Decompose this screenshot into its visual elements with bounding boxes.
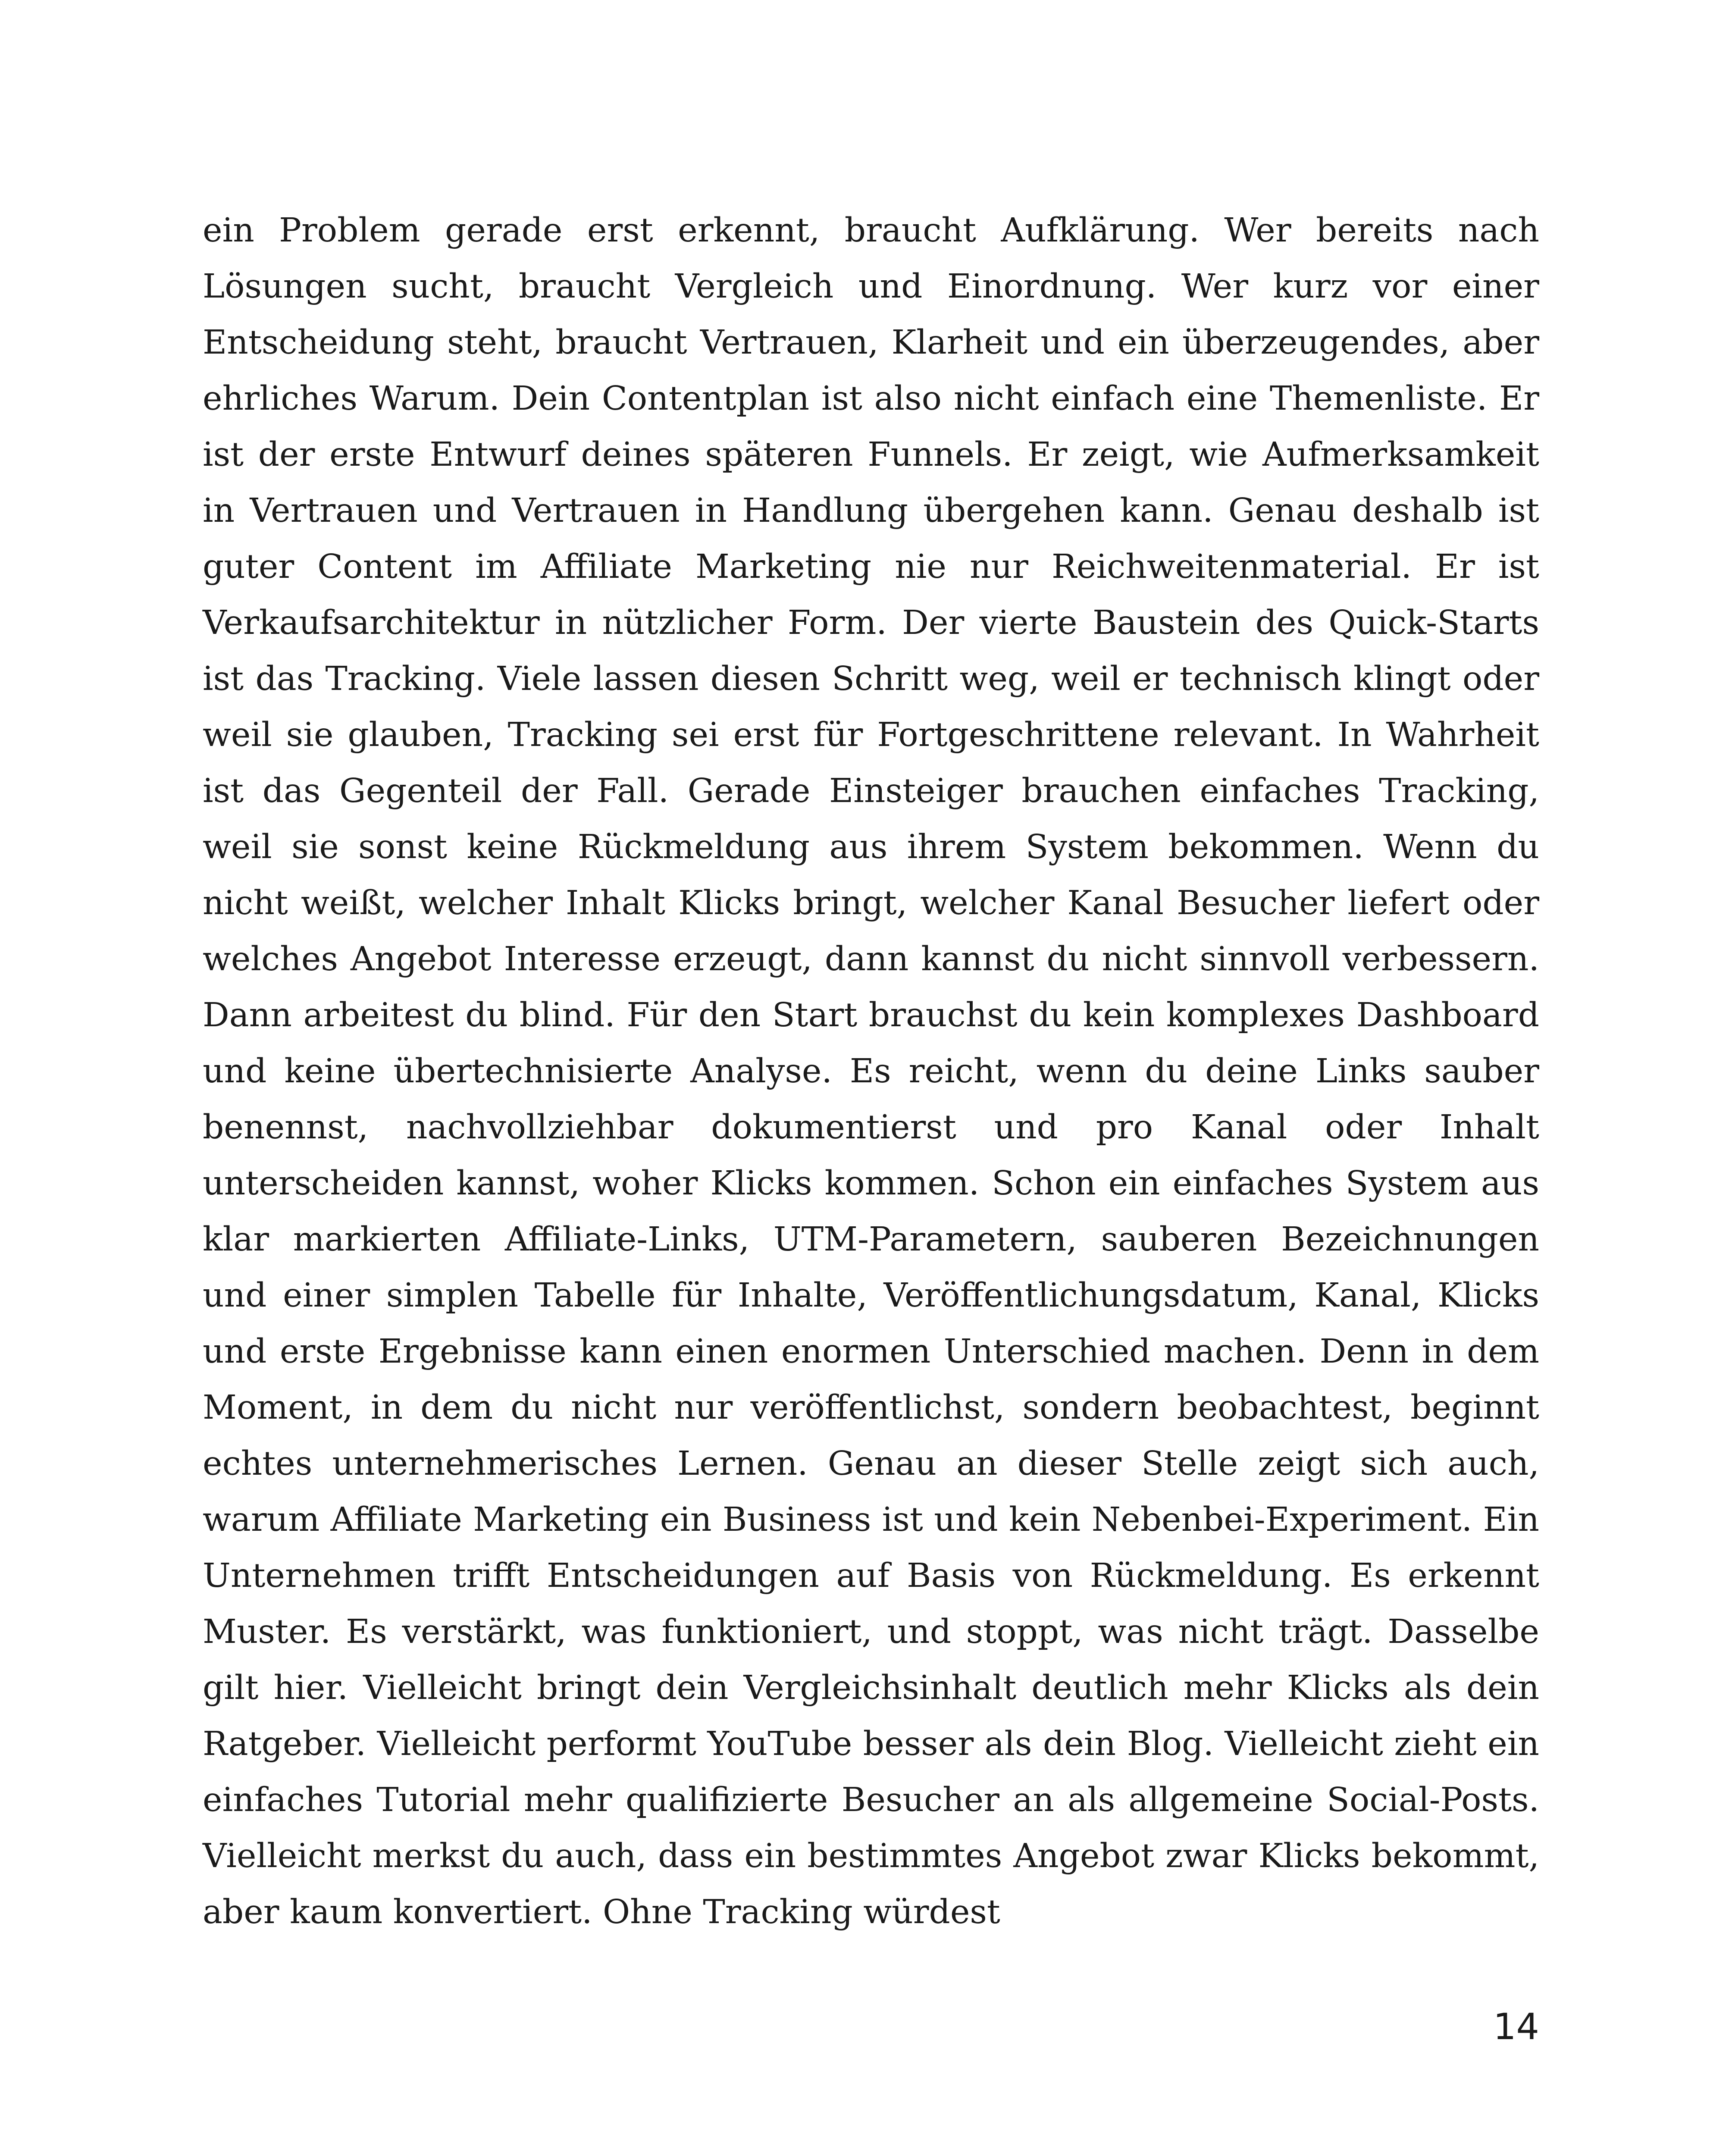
page-number: 14 [1493, 2006, 1539, 2048]
body-paragraph: ein Problem gerade erst erkennt, braucht Aufklärung. Wer bereits nach Lösungen sucht, braucht Vergleich und Einordnung. Wer kurz vor einer Entscheidung steht, braucht Vertrauen, Klarheit und ein überzeugendes, aber ehrliches Warum. Dein Contentplan ist also nicht einfach eine Themenliste. Er ist der erste Entwurf deines späteren Funnels. Er zeigt, wie Aufmerksamkeit in Vertrauen und Vertrauen in Handlung übergehen kann. Genau deshalb ist guter Content im Affiliate Marketing nie nur Reichweitenmaterial. Er ist Verkaufsarchitektur in nützlicher Form. Der vierte Baustein des Quick-Starts ist das Tracking. Viele lassen diesen Schritt weg, weil er technisch klingt oder weil sie glauben, Tracking sei erst für Fortgeschrittene relevant. In Wahrheit ist das Gegenteil der Fall. Gerade Einsteiger brauchen einfaches Tracking, weil sie sonst keine Rückmeldung aus ihrem System bekommen. Wenn du nicht weißt, welcher Inhalt Klicks bringt, welcher Kanal Besucher liefert oder welches Angebot Interesse erzeugt, dann kannst du nicht sinnvoll verbessern. Dann arbeitest du blind. Für den Start brauchst du kein komplexes Dashboard und keine übertechnisierte Analyse. Es reicht, wenn du deine Links sauber benennst, nachvollziehbar dokumentierst und pro Kanal oder Inhalt unterscheiden kannst, woher Klicks kommen. Schon ein einfaches System aus klar markierten Affiliate-Links, UTM-Parametern, sauberen Bezeichnungen und einer simplen Tabelle für Inhalte, Veröffentlichungsdatum, Kanal, Klicks und erste Ergebnisse kann einen enormen Unterschied machen. Denn in dem Moment, in dem du nicht nur veröffentlichst, sondern beobachtest, beginnt echtes unternehmerisches Lernen. Genau an dieser Stelle zeigt sich auch, warum Affiliate Marketing ein Business ist und kein Nebenbei-Experiment. Ein Unternehmen trifft Entscheidungen auf Basis von Rückmeldung. Es erkennt Muster. Es verstärkt, was funktioniert, und stoppt, was nicht trägt. Dasselbe gilt hier. Vielleicht bringt dein Vergleichsinhalt deutlich mehr Klicks als dein Ratgeber. Vielleicht performt YouTube besser als dein Blog. Vielleicht zieht ein einfaches Tutorial mehr qualifizierte Besucher an als allgemeine Social-Posts. Vielleicht merkst du auch, dass ein bestimmtes Angebot zwar Klicks bekommt, aber kaum konvertiert. Ohne Tracking würdest [203, 211, 1539, 1931]
